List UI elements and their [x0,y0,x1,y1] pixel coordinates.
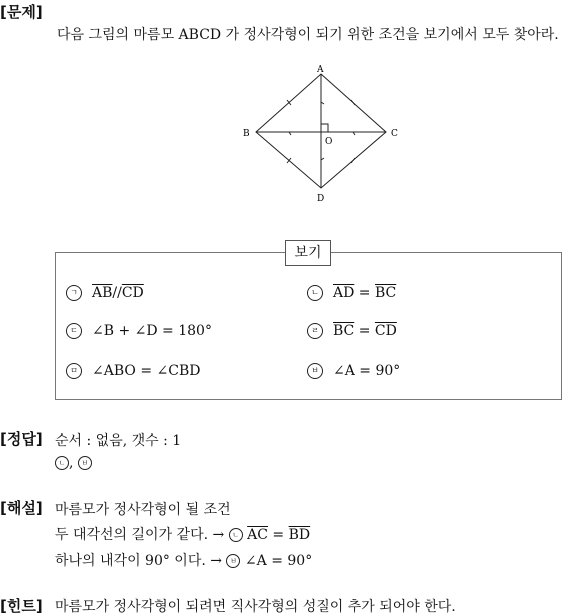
answer-tag: [정답] [0,430,43,448]
answer-meta: 순서 : 없음, 갯수 : 1 [55,433,182,449]
bogi-title: 보기 [285,240,331,266]
segment-overline: $\overline{BC}$ [333,323,355,339]
item-mark: ㅁ [66,363,82,379]
item-mark: ㅂ [307,363,323,379]
label-b: B [243,129,250,139]
item-expr [333,285,396,301]
hint-tag: [힌트] [0,597,43,615]
expr-text: // [112,285,122,301]
expr-text: ∠B + ∠D = 180° [92,323,212,339]
bogi-item-3 [66,323,212,339]
explanation-eq: ∠A = 90° [244,553,313,569]
segment-overline: $\overline{CD}$ [121,285,144,301]
item-mark: ㄹ [307,323,323,339]
expr-text: = [354,323,375,339]
segment-overline: $\overline{AC}$ [247,527,268,543]
answer-mark: ㅂ [78,456,92,470]
segment-overline: $\overline{AB}$ [92,285,113,301]
question-text: 다음 그림의 마름모 ABCD 가 정사각형이 되기 위한 조건을 보기에서 모두 찾아라. [57,27,559,43]
label-d: D [317,194,325,204]
expr-text: = [267,527,289,543]
explanation-tag: [해설] [0,499,43,517]
answer-marks [55,455,92,471]
item-mark: ㄴ [307,285,323,301]
expr-text: = [354,285,375,301]
answer-mark: ㄴ [55,456,69,470]
right-angle-mark [321,124,328,132]
expr-text: ∠ABO = ∠CBD [92,363,201,379]
answer-separator: , [69,455,74,471]
label-a: A [317,65,324,75]
question-tag: [문제] [0,3,43,21]
explanation-mark: ㅂ [226,554,240,568]
segment-overline: $\overline{AD}$ [333,285,355,301]
explanation-mark: ㄴ [229,528,243,542]
explanation-text: 두 대각선의 길이가 같다. → [55,527,225,543]
explanation-eq [247,527,310,543]
item-mark: ㄱ [66,285,82,301]
label-o: O [325,137,333,147]
bogi-item-5 [66,363,200,379]
segment-overline: $\overline{BD}$ [288,527,311,543]
explanation-line-2 [55,524,310,544]
explanation-line-3 [55,550,312,570]
label-c: C [391,129,398,139]
item-mark: ㄷ [66,323,82,339]
expr-text: ∠A = 90° [333,363,401,379]
bogi-item-1 [66,285,144,301]
segment-overline: $\overline{CD}$ [374,323,397,339]
bogi-item-2 [307,285,396,301]
item-expr [92,323,212,339]
explanation-text: 하나의 내각이 90° 이다. → [55,553,222,569]
rhombus-figure [235,62,415,204]
explanation-line-1: 마름모가 정사각형이 될 조건 [55,502,231,518]
item-expr [92,363,200,379]
bogi-item-4 [307,323,397,339]
item-expr [92,285,144,301]
item-expr [333,363,400,379]
item-expr [333,323,397,339]
segment-overline: $\overline{BC}$ [374,285,397,301]
hint-text: 마름모가 정사각형이 되려면 직사각형의 성질이 추가 되어야 한다. [55,599,456,615]
bogi-item-6 [307,363,400,379]
